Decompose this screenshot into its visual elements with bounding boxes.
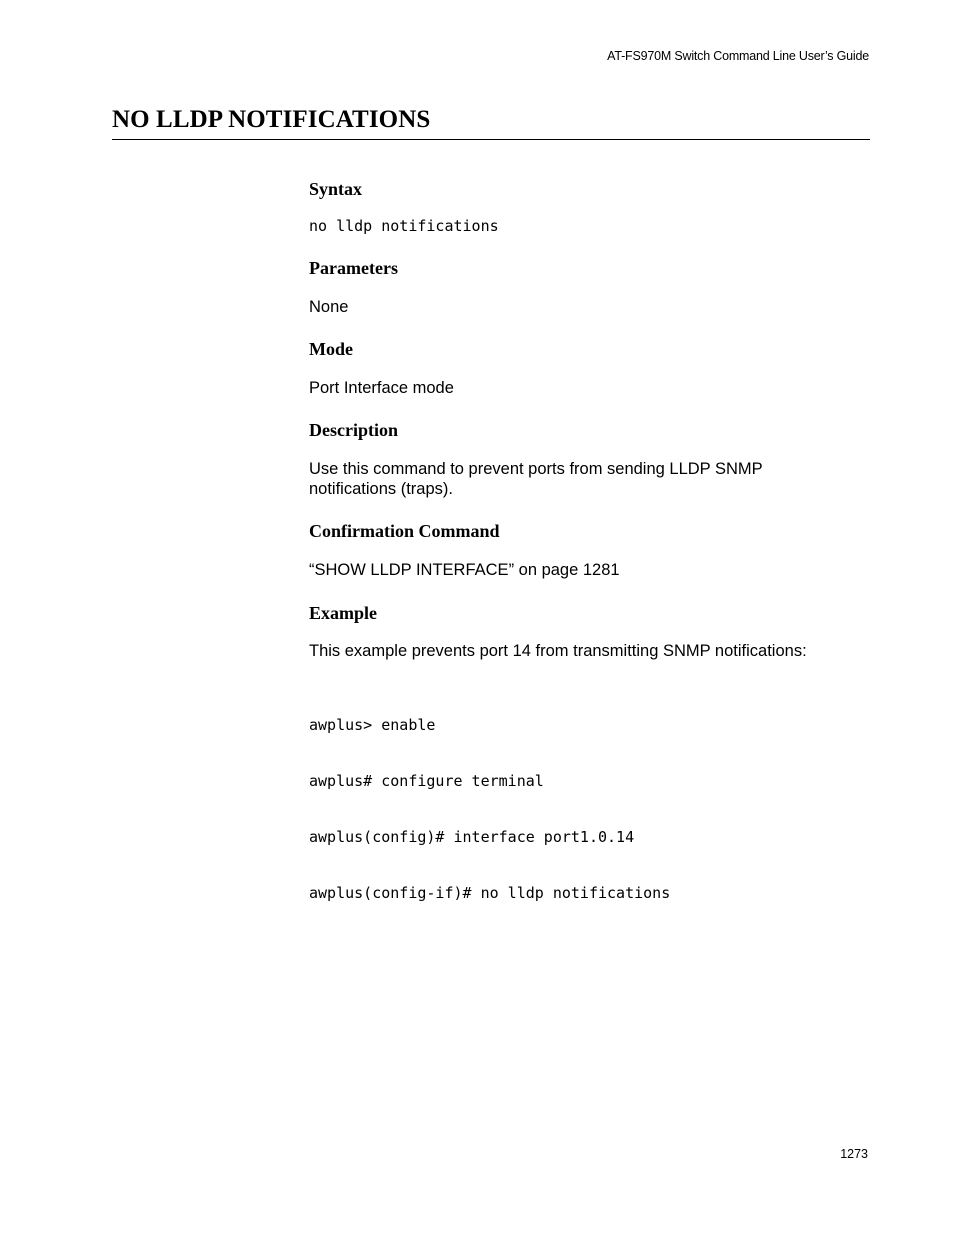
example-heading: Example [309,603,378,623]
example-code-line: awplus# configure terminal [309,771,544,790]
running-header: AT-FS970M Switch Command Line User’s Guide [607,49,869,63]
syntax-heading: Syntax [309,179,363,199]
parameters-text: None [309,298,349,316]
example-code-line: awplus(config)# interface port1.0.14 [309,827,635,846]
mode-heading: Mode [309,339,353,359]
example-text: This example prevents port 14 from transmitting SNMP notifications: [309,642,807,660]
mode-text: Port Interface mode [309,379,454,397]
page-number: 1273 [840,1147,868,1161]
confirmation-heading: Confirmation Command [309,521,500,541]
title-rule [112,139,870,140]
example-code-line: awplus(config-if)# no lldp notifications [309,883,671,902]
parameters-heading: Parameters [309,258,398,278]
page-title: NO LLDP NOTIFICATIONS [112,106,431,133]
syntax-code: no lldp notifications [309,217,499,235]
example-code-block [309,679,670,939]
example-code-line: awplus> enable [309,716,436,735]
description-heading: Description [309,420,398,440]
confirmation-text: “SHOW LLDP INTERFACE” on page 1281 [309,561,620,579]
description-text: Use this command to prevent ports from sending LLDP SNMP notifications (traps). [309,460,763,498]
